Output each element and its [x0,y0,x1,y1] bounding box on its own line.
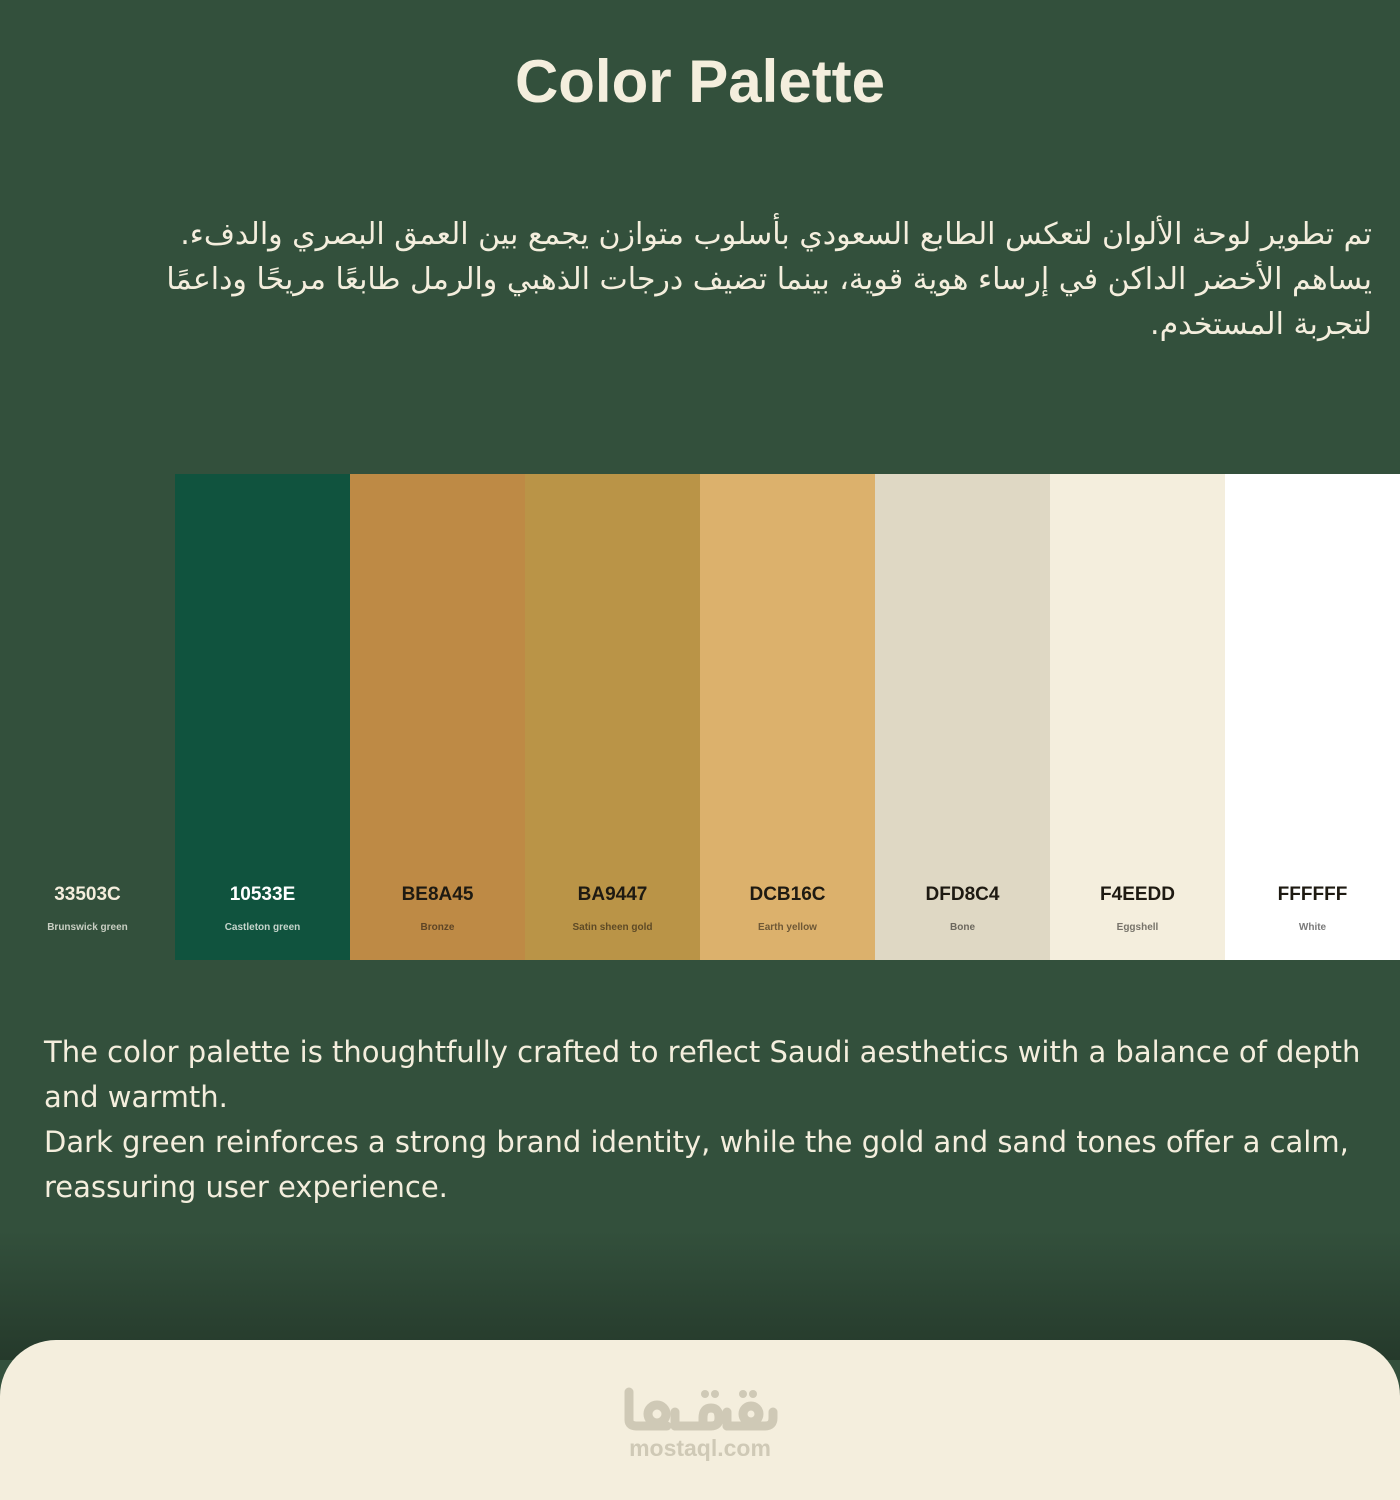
swatch-hex: F4EEDD [1100,884,1175,905]
swatch-hex: DCB16C [749,884,826,905]
arabic-paragraph-1: تم تطوير لوحة الألوان لتعكس الطابع السعودي بأسلوب متوازن يجمع بين العمق البصري والدفء. [180,217,1372,252]
swatch-name: White [1298,922,1327,933]
english-paragraph-1: The color palette is thoughtfully crafted to reflect Saudi aesthetics with a balance of depth and warmth. [44,1035,1361,1114]
swatch-bronze [350,474,525,960]
swatch-satin-sheen-gold [525,474,700,960]
swatch-hex: FFFFFF [1277,884,1348,905]
swatch-name: Castleton green [224,922,301,933]
swatch-hex: 10533E [229,884,296,905]
swatch-name: Eggshell [1116,922,1159,933]
swatch-brunswick-green [0,474,175,960]
mostaql-watermark [600,1384,800,1460]
swatch-eggshell [1050,474,1225,960]
swatch-hex: 33503C [54,884,121,905]
swatch-name: Earth yellow [758,922,817,933]
page-title: Color Palette [514,48,886,115]
swatch-name: Bone [950,922,975,933]
swatch-castleton-green [175,474,350,960]
swatch-white [1225,474,1400,960]
swatch-hex: BE8A45 [401,884,474,905]
swatch-hex: DFD8C4 [925,884,1000,905]
swatch-hex: BA9447 [577,884,648,905]
watermark-text: mostaql.com [629,1435,771,1461]
swatch-bone [875,474,1050,960]
color-palette-strip [0,474,1400,960]
swatch-earth-yellow [700,474,875,960]
arabic-description [122,212,1372,347]
mostaql-logo-icon [615,1384,785,1434]
arabic-paragraph-2: يساهم الأخضر الداكن في إرساء هوية قوية، بينما تضيف درجات الذهبي والرمل طابعًا مريحًا وداعمًا لتجربة المستخدم. [166,262,1372,342]
english-description [44,1030,1374,1210]
swatch-name: Brunswick green [47,922,128,933]
swatch-name: Satin sheen gold [572,922,653,933]
footer-panel [0,1340,1400,1500]
swatch-name: Bronze [420,922,455,933]
english-paragraph-2: Dark green reinforces a strong brand identity, while the gold and sand tones offer a calm, reassuring user experience. [44,1125,1349,1204]
